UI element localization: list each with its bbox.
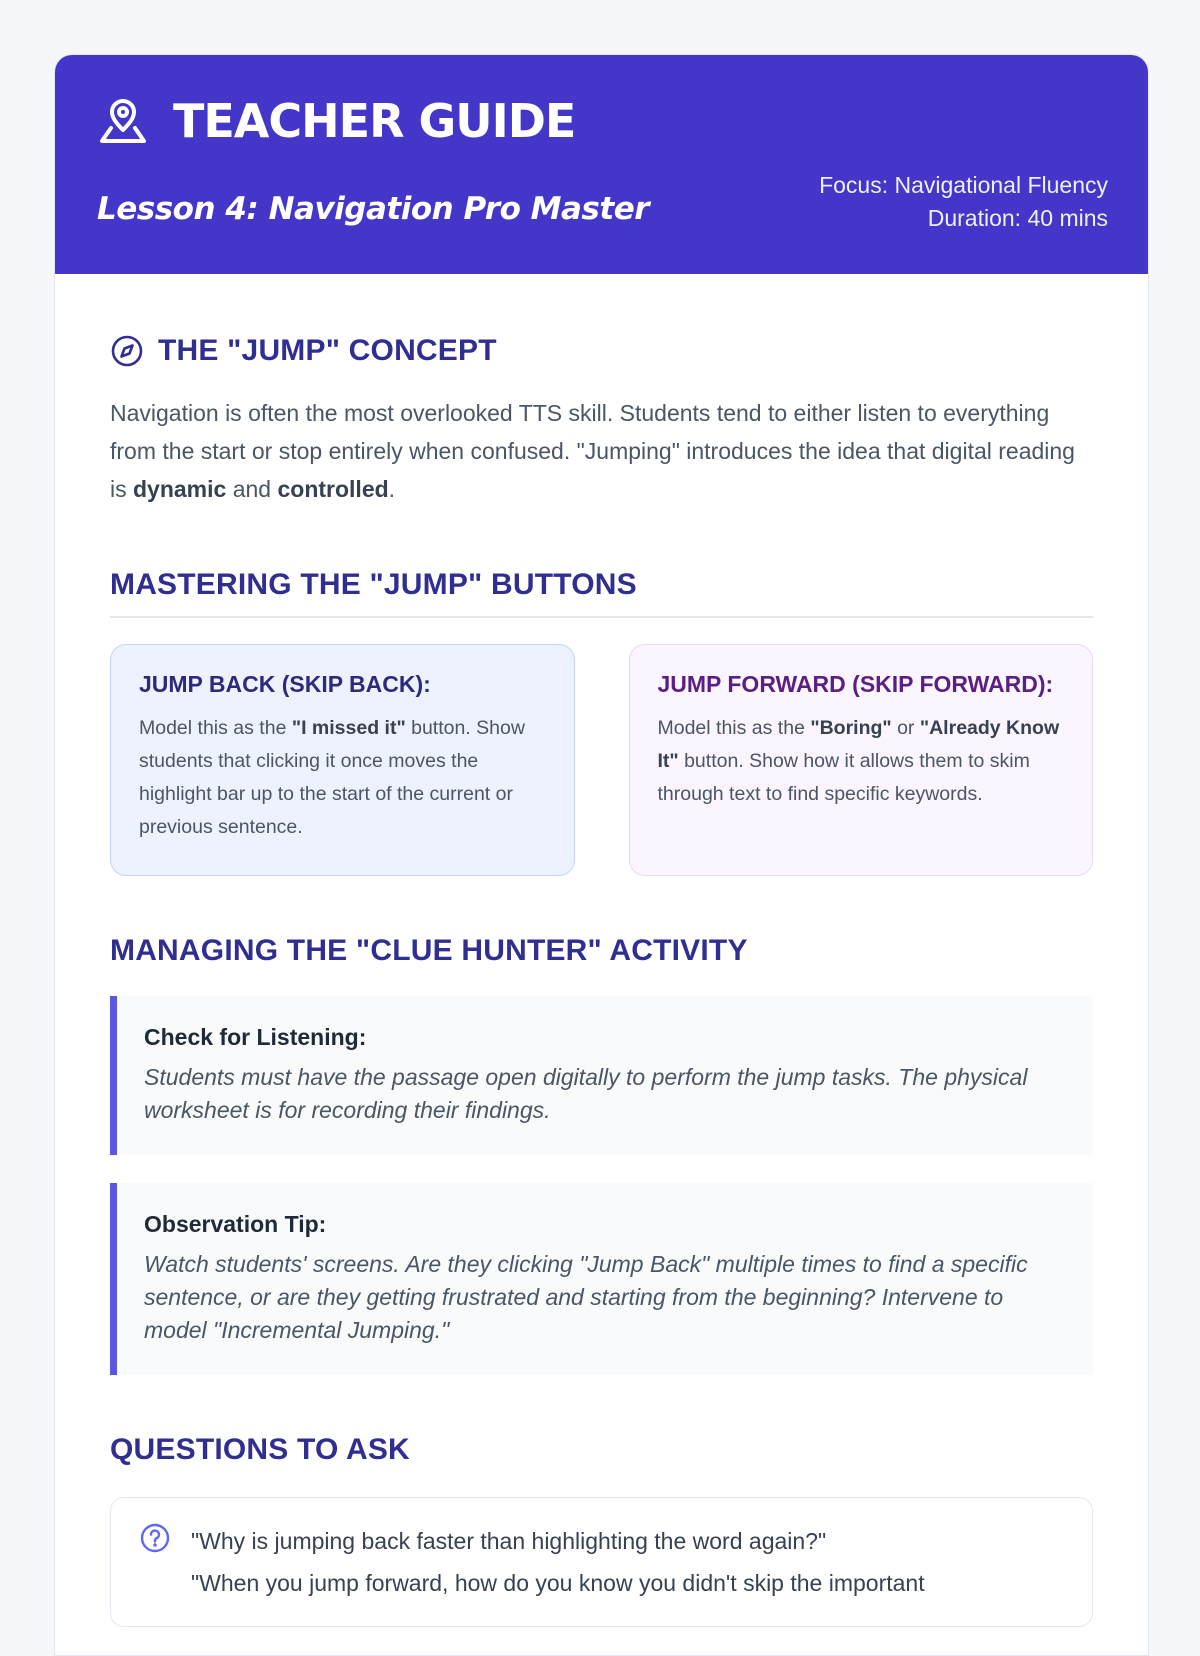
jump-cards (110, 644, 1093, 876)
concept-heading-label: THE "JUMP" CONCEPT (158, 334, 497, 367)
mastering-heading: MASTERING THE "JUMP" BUTTONS (110, 568, 1093, 618)
question-item (139, 1564, 1064, 1602)
compass-icon (110, 334, 144, 368)
page-title: TEACHER GUIDE (173, 94, 576, 148)
jump-forward-bold-boring: "Boring" (810, 717, 892, 739)
clue-hunter-heading: MANAGING THE "CLUE HUNTER" ACTIVITY (110, 934, 748, 967)
tip-observation (110, 1183, 1093, 1375)
lesson-focus: Focus: Navigational Fluency (819, 172, 1108, 198)
lesson-meta (819, 169, 1108, 235)
jump-back-title: JUMP BACK (SKIP BACK): (139, 671, 431, 697)
header-title-row (97, 95, 575, 147)
concept-heading (110, 334, 1093, 368)
intro-bold-dynamic: dynamic (133, 476, 227, 502)
jump-forward-text-pre: Model this as the (657, 717, 811, 739)
intro-bold-controlled: controlled (277, 476, 389, 502)
jump-forward-text-post: button. Show how it allows them to skim through text to find specific keywords. (657, 750, 1030, 805)
question-text: "Why is jumping back faster than highlighting the word again?" (191, 1528, 827, 1554)
tip-check-listening (110, 996, 1093, 1155)
questions-heading: QUESTIONS TO ASK (110, 1433, 410, 1466)
tip-body: Watch students' screens. Are they clicking "Jump Back" multiple times to find a specific sentence, or are they getting frustrated and starting from the beginning? Intervene to model "Incremental Jumping." (144, 1251, 1028, 1343)
jump-forward-title: JUMP FORWARD (SKIP FORWARD): (657, 671, 1054, 697)
jump-forward-body (658, 712, 1065, 811)
tip-body: Students must have the passage open digitally to perform the jump tasks. The physical worksheet is for recording their findings. (144, 1064, 1028, 1123)
guide-header (55, 55, 1148, 274)
questions-box (110, 1497, 1093, 1627)
jump-back-text-pre: Model this as the (139, 717, 292, 739)
intro-text-end: . (388, 476, 396, 502)
jump-back-bold: "I missed it" (291, 717, 406, 739)
map-pin-icon (97, 95, 149, 147)
tip-title: Check for Listening: (144, 1024, 367, 1050)
intro-text-and: and (226, 476, 278, 502)
jump-back-body (139, 712, 546, 844)
intro-text-start: Navigation is often the most overlooked TTS skill. Students tend to either listen to everything from the start or stop entirely when confused. "Jumping" introduces the idea that digital reading is (110, 400, 1075, 502)
jump-forward-card (629, 644, 1094, 876)
question-circle-icon (139, 1522, 171, 1554)
tip-title: Observation Tip: (144, 1211, 327, 1237)
guide-content (55, 334, 1148, 1627)
lesson-duration: Duration: 40 mins (927, 205, 1108, 231)
jump-back-text-post: button. Show students that clicking it once moves the highlight bar up to the start of the current or previous sentence. (139, 717, 525, 838)
teacher-guide-card (54, 54, 1149, 1656)
question-item (139, 1522, 1064, 1560)
jump-forward-text-mid: or (891, 717, 920, 739)
jump-forward-bold-already: "Already Know It" (657, 717, 1060, 772)
concept-intro (110, 394, 1093, 508)
jump-back-card (110, 644, 575, 876)
question-text: "When you jump forward, how do you know you didn't skip the important (191, 1570, 925, 1596)
lesson-subtitle: Lesson 4: Navigation Pro Master (97, 191, 650, 227)
